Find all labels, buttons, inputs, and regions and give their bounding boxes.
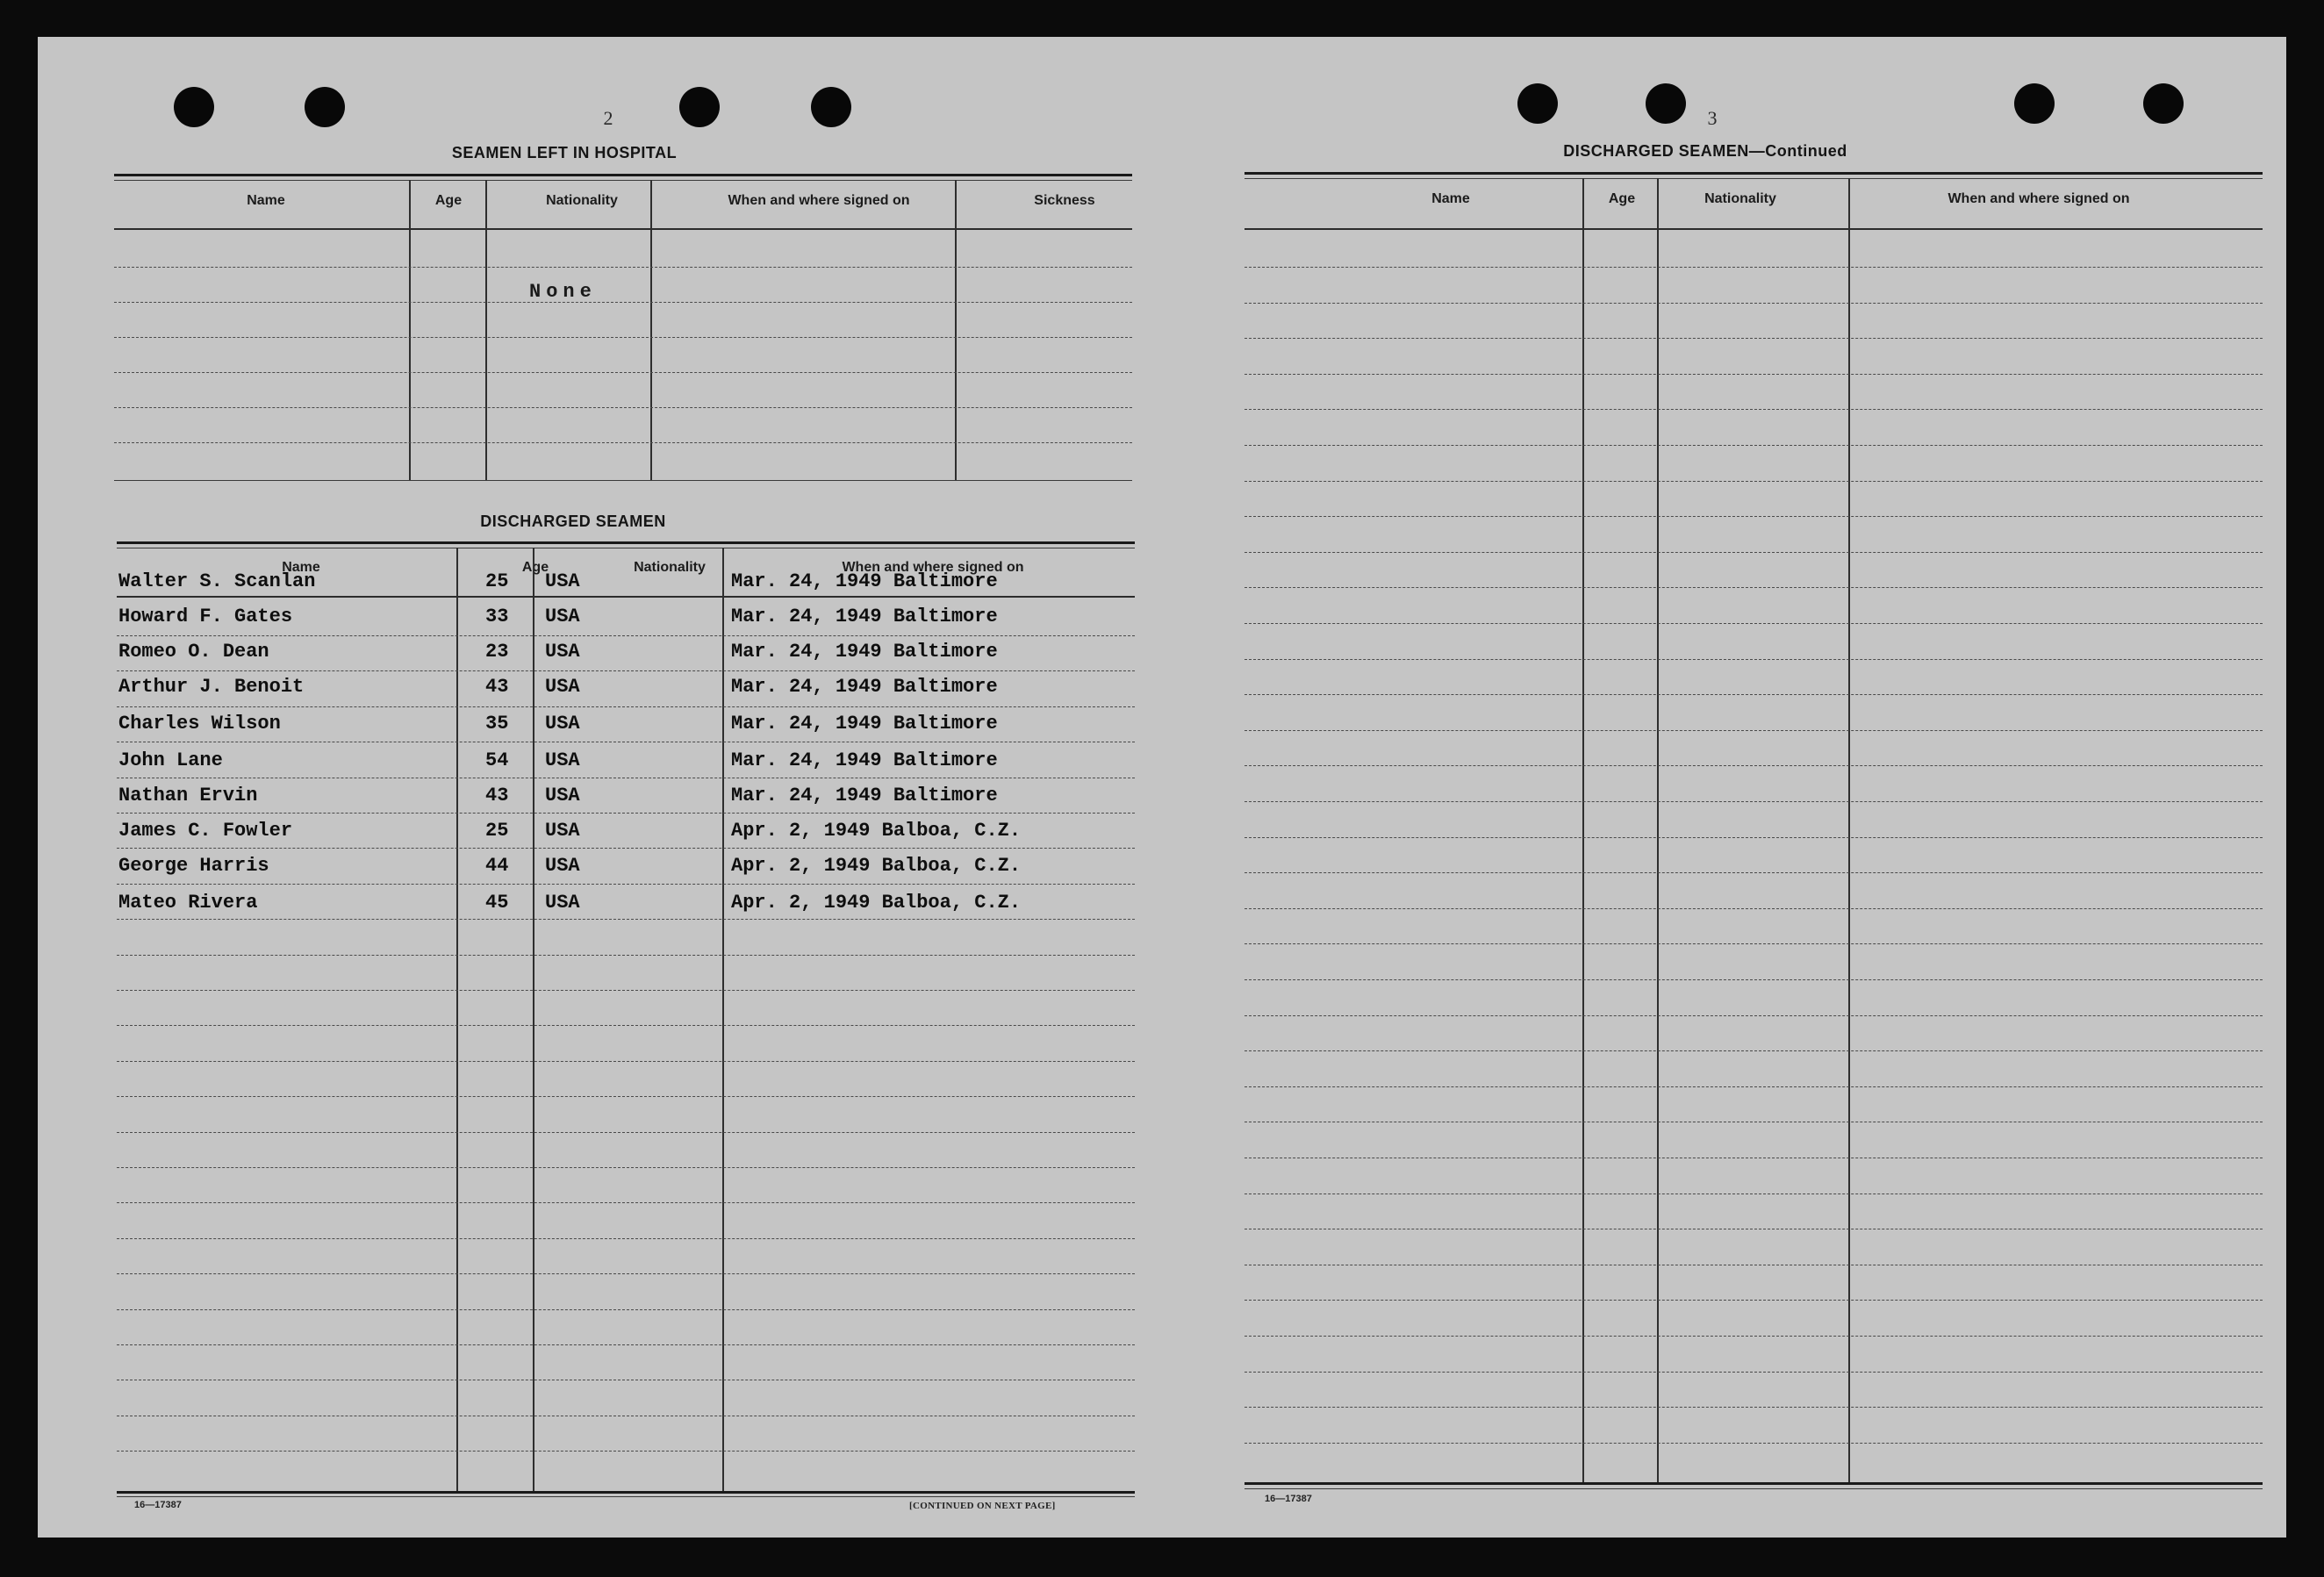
row-signed-on: Mar. 24, 1949 Baltimore: [731, 749, 998, 771]
ruled-line: [117, 1273, 1135, 1274]
ruled-line: [1244, 481, 2263, 482]
discharged-col-age: Age: [521, 560, 549, 575]
ruled-line: [117, 919, 1135, 920]
ruled-line: [117, 955, 1135, 956]
right-col-age: Age: [1608, 191, 1636, 206]
ruled-line: [117, 1238, 1135, 1239]
ruled-line: [117, 706, 1135, 707]
ruled-line: [117, 884, 1135, 885]
row-age: 43: [485, 785, 509, 806]
ruled-line: [1244, 623, 2263, 624]
row-name: James C. Fowler: [118, 820, 293, 842]
row-nationality: USA: [545, 641, 580, 663]
row-signed-on: Mar. 24, 1949 Baltimore: [731, 785, 998, 806]
row-age: 44: [485, 855, 509, 877]
ruled-line: [117, 635, 1135, 636]
ruled-line: [1244, 267, 2263, 268]
ruled-line: [117, 813, 1135, 814]
row-name: Howard F. Gates: [118, 606, 293, 627]
ruled-line: [1244, 1443, 2263, 1444]
ruled-line: [1244, 659, 2263, 660]
row-name: George Harris: [118, 855, 269, 877]
ruled-line: [117, 1132, 1135, 1133]
page-number: 2: [603, 107, 613, 129]
row-nationality: USA: [545, 676, 580, 698]
row-name: Nathan Ervin: [118, 785, 258, 806]
form-number: 16—17387: [134, 1500, 182, 1510]
ruled-line: [1244, 1372, 2263, 1373]
row-nationality: USA: [545, 820, 580, 842]
row-signed-on: Mar. 24, 1949 Baltimore: [731, 676, 998, 698]
row-age: 35: [485, 713, 509, 735]
ruled-line: [1244, 445, 2263, 446]
row-signed-on: Apr. 2, 1949 Balboa, C.Z.: [731, 820, 1022, 842]
row-nationality: USA: [545, 570, 580, 592]
row-age: 43: [485, 676, 509, 698]
ruled-line: [1244, 1300, 2263, 1301]
row-signed-on: Apr. 2, 1949 Balboa, C.Z.: [731, 855, 1022, 877]
row-age: 25: [485, 820, 509, 842]
right-ruled-lines: [1244, 37, 2263, 1529]
row-name: John Lane: [118, 749, 223, 771]
ruled-line: [117, 1061, 1135, 1062]
ruled-line: [1244, 587, 2263, 588]
discharged-section-title: DISCHARGED SEAMEN: [480, 513, 666, 530]
ruled-line: [1244, 979, 2263, 980]
ruled-line: [117, 990, 1135, 991]
row-signed-on: Apr. 2, 1949 Balboa, C.Z.: [731, 892, 1022, 914]
row-age: 54: [485, 749, 509, 771]
discharged-col-name: Name: [282, 560, 320, 575]
row-nationality: USA: [545, 785, 580, 806]
right-table-bottom-rule-2: [1244, 1488, 2263, 1489]
ruled-line: [1244, 1407, 2263, 1408]
row-name: Walter S. Scanlan: [118, 570, 316, 592]
row-age: 23: [485, 641, 509, 663]
ruled-line: [117, 1025, 1135, 1026]
hospital-col-nationality: Nationality: [546, 193, 618, 208]
right-col-name: Name: [1431, 191, 1470, 206]
hospital-col-signed-on: When and where signed on: [728, 193, 910, 208]
ruled-line: [1244, 694, 2263, 695]
hospital-col-sickness: Sickness: [1034, 193, 1095, 208]
ruled-line: [1244, 303, 2263, 304]
document-sheet: [38, 37, 2286, 1538]
ruled-line: [1244, 516, 2263, 517]
right-col-nationality: Nationality: [1704, 191, 1776, 206]
row-age: 33: [485, 606, 509, 627]
ruled-line: [117, 1309, 1135, 1310]
ruled-line: [117, 1344, 1135, 1345]
row-name: Romeo O. Dean: [118, 641, 269, 663]
discharged-table-bottom-rule: [117, 1491, 1135, 1494]
ruled-line: [1244, 801, 2263, 802]
discharged-col-signed-on: When and where signed on: [842, 560, 1024, 575]
ruled-line: [1244, 1015, 2263, 1016]
row-nationality: USA: [545, 855, 580, 877]
row-name: Mateo Rivera: [118, 892, 258, 914]
ruled-line: [1244, 374, 2263, 375]
row-name: Charles Wilson: [118, 713, 281, 735]
row-nationality: USA: [545, 892, 580, 914]
form-number: 16—17387: [1265, 1494, 1312, 1504]
ruled-line: [117, 1167, 1135, 1168]
right-table-bottom-rule: [1244, 1482, 2263, 1485]
ruled-line: [1244, 943, 2263, 944]
ruled-line: [1244, 552, 2263, 553]
ruled-line: [1244, 1050, 2263, 1051]
ruled-line: [1244, 1336, 2263, 1337]
ruled-line: [1244, 730, 2263, 731]
row-age: 25: [485, 570, 509, 592]
ruled-line: [1244, 409, 2263, 410]
hospital-section-title: SEAMEN LEFT IN HOSPITAL: [451, 144, 678, 161]
discharged-ruled-lines: [117, 37, 1135, 1529]
continued-note: [CONTINUED ON NEXT PAGE]: [909, 1501, 1056, 1511]
discharged-continued-title: DISCHARGED SEAMEN—Continued: [1563, 142, 1847, 160]
ruled-line: [117, 1096, 1135, 1097]
discharged-table-bottom-rule-2: [117, 1496, 1135, 1497]
hospital-none-entry: None: [529, 281, 597, 303]
row-signed-on: Mar. 24, 1949 Baltimore: [731, 606, 998, 627]
row-name: Arthur J. Benoit: [118, 676, 305, 698]
ruled-line: [117, 1202, 1135, 1203]
ruled-line: [117, 848, 1135, 849]
row-age: 45: [485, 892, 509, 914]
ruled-line: [1244, 765, 2263, 766]
row-signed-on: Mar. 24, 1949 Baltimore: [731, 641, 998, 663]
ruled-line: [1244, 872, 2263, 873]
right-col-signed-on: When and where signed on: [1947, 191, 2130, 206]
ruled-line: [1244, 1086, 2263, 1087]
row-signed-on: Mar. 24, 1949 Baltimore: [731, 713, 998, 735]
page-number: 3: [1707, 107, 1718, 129]
row-nationality: USA: [545, 749, 580, 771]
row-nationality: USA: [545, 606, 580, 627]
ruled-line: [1244, 837, 2263, 838]
ruled-line: [1244, 908, 2263, 909]
ruled-line: [1244, 338, 2263, 339]
row-nationality: USA: [545, 713, 580, 735]
ruled-line: [117, 670, 1135, 671]
row-signed-on: Mar. 24, 1949 Baltimore: [731, 570, 998, 592]
discharged-col-nationality: Nationality: [634, 560, 706, 575]
hospital-col-age: Age: [434, 193, 463, 208]
hospital-col-name: Name: [247, 193, 285, 208]
ruled-line: [117, 1451, 1135, 1452]
